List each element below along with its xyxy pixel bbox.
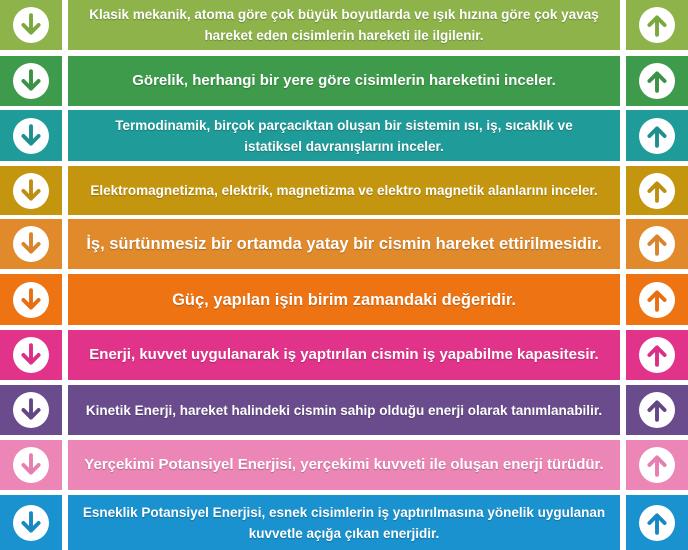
left-arrow-cell — [0, 330, 62, 380]
concept-text — [68, 385, 620, 435]
concept-text-line: Kinetik Enerji, hareket halindeki cismin sahip olduğu enerji olarak tanımlanabilir. — [85, 402, 603, 418]
concept-text — [68, 56, 620, 106]
concept-row — [0, 219, 688, 269]
concept-text — [68, 0, 620, 50]
arrow-up-circle-icon[interactable] — [639, 337, 675, 373]
right-arrow-cell — [626, 219, 688, 269]
concept-row — [0, 274, 688, 325]
left-arrow-cell — [0, 0, 62, 50]
concept-text-line: Görelik, herhangi bir yere göre cisimlerin hareketini inceler. — [132, 72, 556, 89]
arrow-up-circle-icon[interactable] — [639, 282, 675, 318]
concept-text — [68, 440, 620, 490]
right-arrow-cell — [626, 330, 688, 380]
concept-text-line: Güç, yapılan işin birim zamandaki değeridir. — [172, 290, 516, 309]
arrow-down-circle-icon[interactable] — [13, 282, 49, 318]
concept-text-line: Klasik mekanik, atoma göre çok büyük boyutlarda ve ışık hızına göre çok yavaş — [89, 7, 599, 22]
concept-text-line: Esneklik Potansiyel Enerjisi, esnek cisimlerin iş yaptırılmasına yönelik uygulanan — [82, 504, 606, 520]
concept-row — [0, 440, 688, 490]
concept-text-line: Elektromagnetizma, elektrik, magnetizma ve elektro magnetik alanlarını inceler. — [90, 183, 598, 198]
arrow-down-circle-icon[interactable] — [13, 118, 49, 154]
arrow-up-circle-icon[interactable] — [639, 505, 675, 541]
arrow-up-circle-icon[interactable] — [639, 118, 675, 154]
concept-text-line: Termodinamik, birçok parçacıktan oluşan bir sistemin ısı, iş, sıcaklık ve — [115, 117, 573, 133]
right-arrow-cell — [626, 385, 688, 435]
arrow-down-circle-icon[interactable] — [13, 226, 49, 262]
concept-text — [68, 330, 620, 380]
right-arrow-cell — [626, 495, 688, 550]
left-arrow-cell — [0, 385, 62, 435]
arrow-up-circle-icon[interactable] — [639, 7, 675, 43]
left-arrow-cell — [0, 274, 62, 325]
concept-text — [68, 274, 620, 325]
arrow-down-circle-icon[interactable] — [13, 337, 49, 373]
left-arrow-cell — [0, 219, 62, 269]
concept-text-line: istatiksel davranışlarını inceler. — [244, 138, 444, 154]
arrow-down-circle-icon[interactable] — [13, 7, 49, 43]
concept-text-line: Enerji, kuvvet uygulanarak iş yaptırılan cismin iş yapabilme kapasitesir. — [89, 346, 599, 363]
arrow-down-circle-icon[interactable] — [13, 505, 49, 541]
concept-row — [0, 56, 688, 106]
right-arrow-cell — [626, 110, 688, 161]
right-arrow-cell — [626, 274, 688, 325]
concept-row — [0, 0, 688, 50]
arrow-up-circle-icon[interactable] — [639, 226, 675, 262]
concept-text-line: Yerçekimi Potansiyel Enerjisi, yerçekimi kuvveti ile oluşan enerji türüdür. — [84, 456, 604, 473]
concept-row — [0, 166, 688, 215]
concept-text — [68, 219, 620, 269]
arrow-down-circle-icon[interactable] — [13, 392, 49, 428]
concept-row — [0, 385, 688, 435]
left-arrow-cell — [0, 495, 62, 550]
concept-text-line: hareket eden cisimlerin hareketi ile ilgilenir. — [204, 28, 484, 43]
right-arrow-cell — [626, 0, 688, 50]
left-arrow-cell — [0, 56, 62, 106]
left-arrow-cell — [0, 166, 62, 215]
left-arrow-cell — [0, 440, 62, 490]
concept-row — [0, 495, 688, 550]
arrow-up-circle-icon[interactable] — [639, 173, 675, 209]
left-arrow-cell — [0, 110, 62, 161]
arrow-down-circle-icon[interactable] — [13, 63, 49, 99]
right-arrow-cell — [626, 166, 688, 215]
arrow-up-circle-icon[interactable] — [639, 392, 675, 428]
concept-text-line: İş, sürtünmesiz bir ortamda yatay bir cismin hareket ettirilmesidir. — [86, 235, 602, 253]
arrow-up-circle-icon[interactable] — [639, 63, 675, 99]
arrow-down-circle-icon[interactable] — [13, 173, 49, 209]
right-arrow-cell — [626, 56, 688, 106]
right-arrow-cell — [626, 440, 688, 490]
concept-text — [68, 166, 620, 215]
concept-row — [0, 330, 688, 380]
arrow-up-circle-icon[interactable] — [639, 447, 675, 483]
concept-row — [0, 110, 688, 161]
concept-text — [68, 495, 620, 550]
concept-text-line: kuvvetle açığa çıkan enerjidir. — [248, 525, 440, 541]
concept-text — [68, 110, 620, 161]
arrow-down-circle-icon[interactable] — [13, 447, 49, 483]
